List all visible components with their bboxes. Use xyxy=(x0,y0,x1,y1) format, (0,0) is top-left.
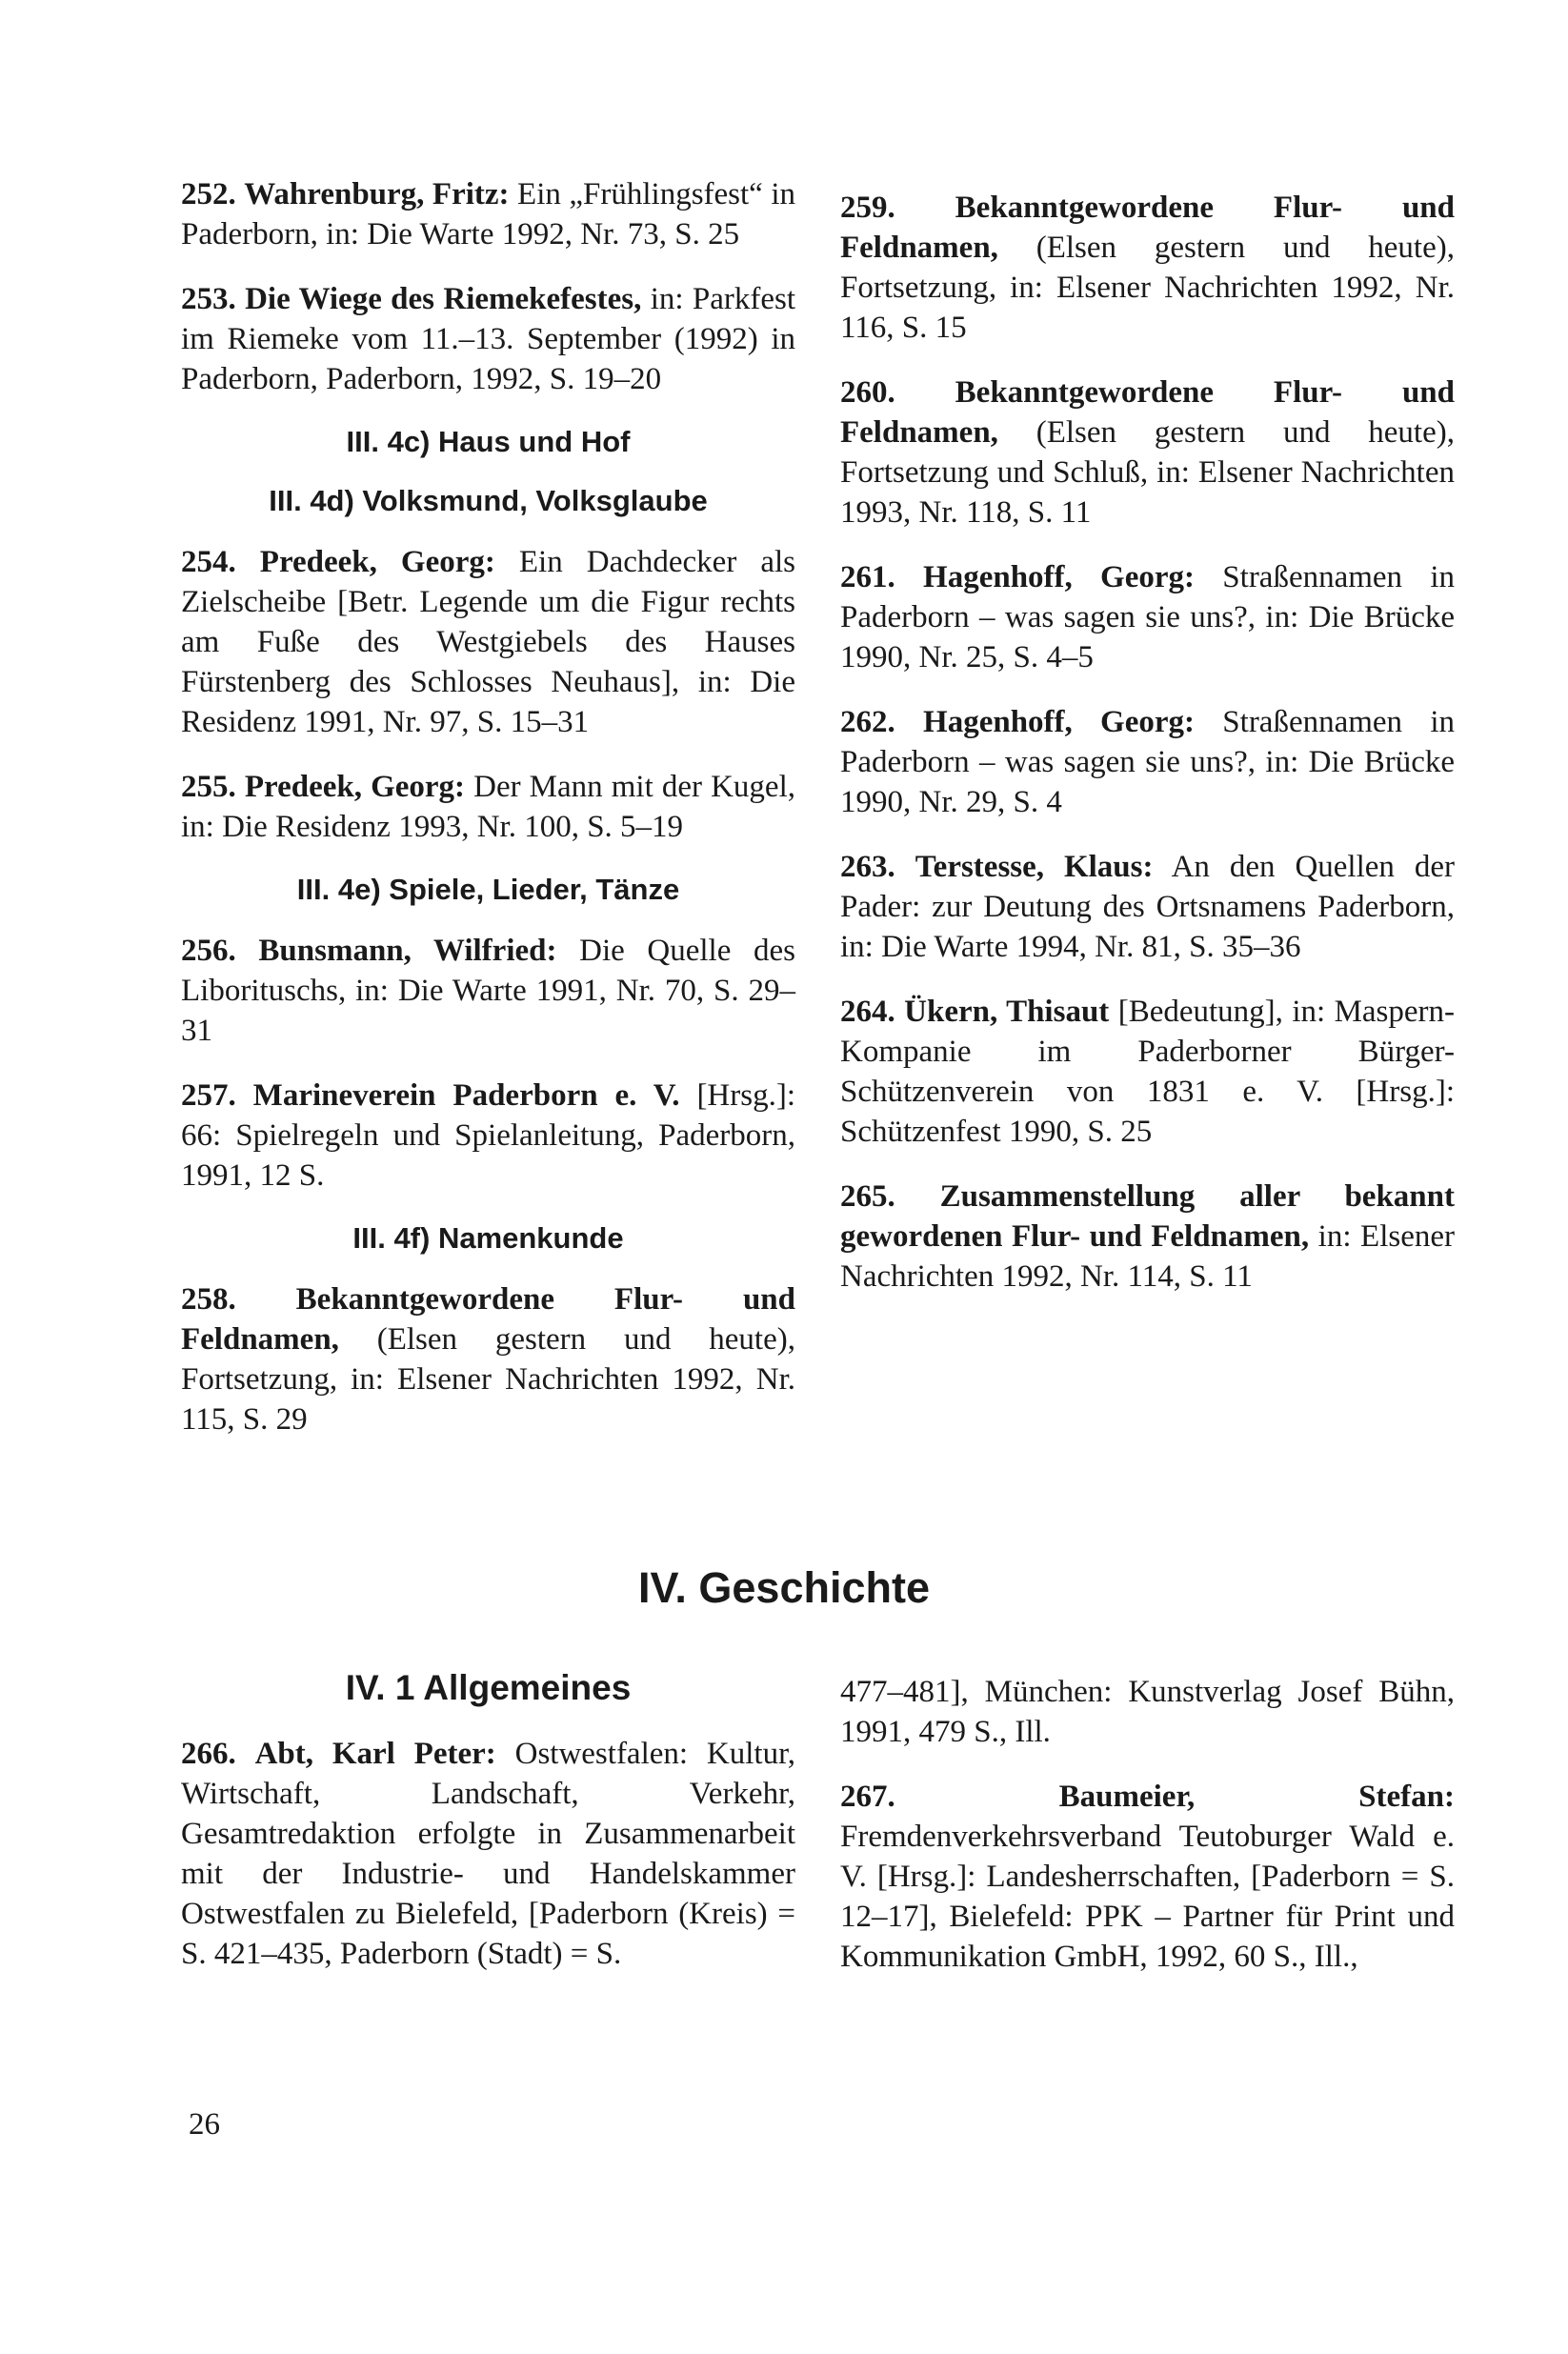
section-heading: IV. 1 Allgemeines xyxy=(345,1668,632,1707)
entry-text: Ein Dachdecker als Zielscheibe [Betr. Legende um die Figur rechts am Fuße des Westgiebels des Hauses Fürstenberg des Schlosses Neuhaus], in: Die Residenz 1991, Nr. 97, S. 15–31 xyxy=(181,545,795,739)
entry-text: in: Elsener Nachrichten 1992, Nr. 114, S. 11 xyxy=(840,1219,1455,1294)
entry-text: (Elsen gestern und heute), Fortsetzung, in: Elsener Nachrichten 1992, Nr. 116, S. 15 xyxy=(840,231,1455,345)
bibliography-entry xyxy=(181,174,795,254)
entry-text: [Bedeutung], in: Maspern-Kompanie im Paderborner Bürger-Schützenverein von 1831 e. V. [Hrsg.]: Schützenfest 1990, S. 25 xyxy=(840,995,1456,1149)
entry-number: 257. xyxy=(181,1078,236,1113)
entry-number: 267. xyxy=(840,1780,895,1814)
entry-text: Ein „Frühlingsfest“ in Paderborn, in: Die Warte 1992, Nr. 73, S. 25 xyxy=(181,177,795,251)
bibliography-entry xyxy=(840,188,1455,348)
bibliography-entry xyxy=(840,992,1455,1152)
entry-author: Terstesse, Klaus: xyxy=(915,850,1154,884)
entry-text: 477–481], München: Kunstverlag Josef Bühn, 1991, 479 S., Ill. xyxy=(840,1675,1455,1749)
entry-author: Ükern, Thisaut xyxy=(904,995,1110,1029)
entry-author: Predeek, Georg: xyxy=(259,545,495,579)
entry-author: Die Wiege des Riemekefestes, xyxy=(245,282,642,316)
right-column-top xyxy=(840,188,1455,1321)
chapter-heading: IV. Geschichte xyxy=(638,1563,930,1612)
entry-author: Hagenhoff, Georg: xyxy=(923,705,1196,739)
bibliography-entry xyxy=(840,557,1455,677)
bibliography-entry xyxy=(840,702,1455,822)
section-heading: III. 4c) Haus und Hof xyxy=(346,425,631,458)
entry-text: [Hrsg.]: 66: Spielregeln und Spielanleitung, Paderborn, 1991, 12 S. xyxy=(181,1078,796,1193)
entry-author: Marineverein Paderborn e. V. xyxy=(252,1078,680,1113)
right-column-bottom xyxy=(840,1672,1455,2002)
bibliography-entry xyxy=(840,372,1455,533)
entry-author: Baumeier, Stefan: xyxy=(1058,1780,1455,1814)
entry-author: Zusammenstellung aller bekannt gewordenen Flur- und Feldnamen, xyxy=(840,1179,1456,1254)
entry-number: 265. xyxy=(840,1179,895,1214)
entry-author: Hagenhoff, Georg: xyxy=(923,560,1196,594)
page-number: 26 xyxy=(189,2107,220,2142)
entry-number: 262. xyxy=(840,705,895,739)
entry-text: Der Mann mit der Kugel, in: Die Residenz 1993, Nr. 100, S. 5–19 xyxy=(181,770,796,844)
bibliography-entry xyxy=(181,1076,795,1196)
entry-author: Wahrenburg, Fritz: xyxy=(244,177,510,211)
bibliography-entry xyxy=(840,1672,1455,1752)
bibliography-entry xyxy=(181,1279,795,1439)
entry-author: Bekanntgewordene Flur- und Feldnamen, xyxy=(840,191,1455,265)
bibliography-entry xyxy=(181,931,795,1051)
entry-number: 255. xyxy=(181,770,236,804)
bibliography-entry xyxy=(840,1777,1455,1977)
bibliography-entry xyxy=(181,542,795,742)
entry-author: Bekanntgewordene Flur- und Feldnamen, xyxy=(840,375,1455,450)
entry-text: (Elsen gestern und heute), Fortsetzung und Schluß, in: Elsener Nachrichten 1993, Nr. 118, S. 11 xyxy=(840,415,1455,530)
entry-author: Bunsmann, Wilfried: xyxy=(258,934,557,968)
entry-number: 266. xyxy=(181,1737,236,1771)
entry-number: 259. xyxy=(840,191,895,225)
entry-text: Straßennamen in Paderborn – was sagen sie uns?, in: Die Brücke 1990, Nr. 29, S. 4 xyxy=(840,705,1456,819)
entry-number: 254. xyxy=(181,545,236,579)
entry-text: Die Quelle des Liborituschs, in: Die Warte 1991, Nr. 70, S. 29–31 xyxy=(181,934,795,1048)
entry-text: in: Parkfest im Riemeke vom 11.–13. September (1992) in Paderborn, Paderborn, 1992, S. 19–20 xyxy=(181,282,796,396)
section-heading: III. 4d) Volksmund, Volksglaube xyxy=(269,484,708,517)
bibliography-entry xyxy=(181,279,795,399)
section-heading: III. 4f) Namenkunde xyxy=(352,1221,624,1255)
entry-text: (Elsen gestern und heute), Fortsetzung, in: Elsener Nachrichten 1992, Nr. 115, S. 29 xyxy=(181,1322,795,1437)
entry-text: An den Quellen der Pader: zur Deutung des Ortsnamens Paderborn, in: Die Warte 1994, Nr. 81, S. 35–36 xyxy=(840,850,1455,964)
left-column-bottom xyxy=(181,1667,795,1999)
entry-text: Straßennamen in Paderborn – was sagen sie uns?, in: Die Brücke 1990, Nr. 25, S. 4–5 xyxy=(840,560,1456,674)
entry-number: 261. xyxy=(840,560,895,594)
entry-number: 252. xyxy=(181,177,236,211)
entry-text: Ostwestfalen: Kultur, Wirtschaft, Landschaft, Verkehr, Gesamtredaktion erfolgte in Zusammenarbeit mit der Industrie- und Handelskammer Ostwestfalen zu Bielefeld, [Paderborn (Kreis) = S. 421–435, Paderborn (Stadt) = S. xyxy=(181,1737,795,1971)
bibliography-entry xyxy=(840,847,1455,967)
entry-number: 260. xyxy=(840,375,895,410)
entry-number: 264. xyxy=(840,995,895,1029)
entry-author: Abt, Karl Peter: xyxy=(254,1737,496,1771)
bibliography-entry xyxy=(181,767,795,847)
entry-text: Fremdenverkehrsverband Teutoburger Wald e. V. [Hrsg.]: Landesherrschaften, [Paderborn = S. 12–17], Bielefeld: PPK – Partner für Print und Kommunikation GmbH, 1992, 60 S., Ill., xyxy=(840,1820,1455,1974)
section-heading: III. 4e) Spiele, Lieder, Tänze xyxy=(296,873,680,906)
left-column-top xyxy=(181,174,795,1464)
entry-number: 253. xyxy=(181,282,236,316)
entry-number: 256. xyxy=(181,934,236,968)
bibliography-entry xyxy=(840,1177,1455,1297)
entry-author: Predeek, Georg: xyxy=(244,770,466,804)
entry-number: 263. xyxy=(840,850,895,884)
entry-number: 258. xyxy=(181,1282,236,1317)
entry-author: Bekanntgewordene Flur- und Feldnamen, xyxy=(181,1282,795,1357)
bibliography-entry xyxy=(181,1734,795,1974)
